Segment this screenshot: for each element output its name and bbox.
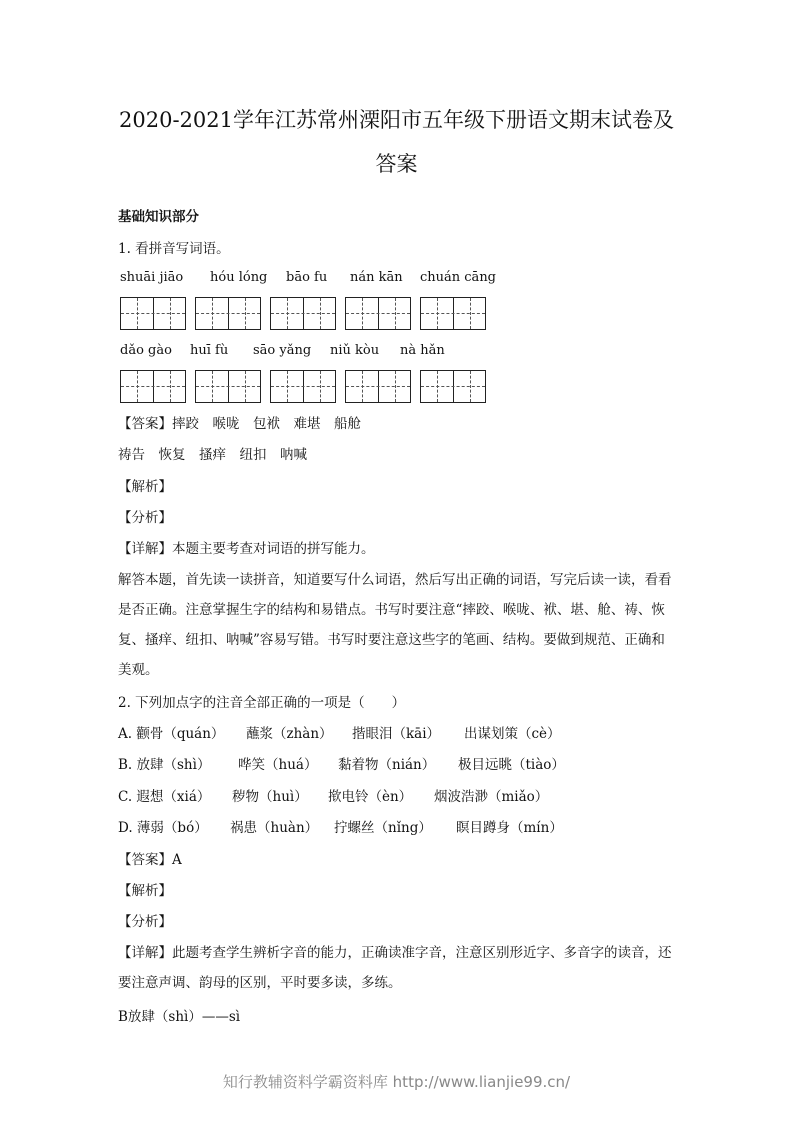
pinyin: huī fù [190,343,229,358]
footer-watermark: 知行教辅资料学霸资料库 http://www.lianjie99.cn/ [222,1073,571,1091]
pinyin: shuāi jiāo [120,270,184,285]
title-line-1: 2020-2021学年江苏常州溧阳市五年级下册语文期末试卷及 [119,108,674,132]
pinyin: sāo yǎng [253,343,312,358]
q1-breakdown-label: 【分析】 [118,510,172,526]
writing-grid[interactable] [270,297,336,330]
writing-grid[interactable] [270,370,336,403]
pinyin: nà hǎn [400,343,445,358]
pinyin: nán kān [350,270,403,285]
q2-option-d[interactable]: D. 薄弱（bó） 祸患（huàn） 拧螺丝（nǐng） 瞑目蹲身（mín） [118,820,563,836]
title-line-2: 答案 [375,152,418,176]
writing-grid[interactable] [345,297,411,330]
pinyin: niǔ kòu [330,343,380,358]
q2-stem: 2. 下列加点字的注音全部正确的一项是（ ） [118,695,406,711]
q2-breakdown-label: 【分析】 [118,914,172,930]
q2-detail: 【详解】此题考查学生辨析字音的能力，正确读准字音，注意区别形近字、多音字的读音，还要注意声调、韵母的区别，平时要多读，多练。 [118,945,672,991]
pinyin: bāo fu [286,270,328,285]
pinyin: dǎo gào [120,343,172,358]
writing-grid[interactable] [195,297,261,330]
q1-answer-line-1: 【答案】摔跤 喉咙 包袱 难堪 船舱 [118,416,361,432]
q1-answer-line-2: 祷告 恢复 搔痒 纽扣 呐喊 [118,447,307,463]
writing-grid[interactable] [195,370,261,403]
writing-grid[interactable] [345,370,411,403]
section-heading: 基础知识部分 [118,209,199,225]
q2-analysis-label: 【解析】 [118,883,172,899]
q2-answer: 【答案】A [118,852,182,868]
writing-grid[interactable] [120,370,186,403]
q2-option-b[interactable]: B. 放肆（shì） 哗笑（huá） 黏着物（nián） 极目远眺（tiào） [118,757,565,773]
writing-grid[interactable] [120,297,186,330]
q1-analysis-label: 【解析】 [118,479,172,495]
q2-option-a[interactable]: A. 颧骨（quán） 蘸浆（zhàn） 揩眼泪（kāi） 出谋划策（cè） [118,726,561,742]
q1-stem: 1. 看拼音写词语。 [118,241,230,257]
q2-last-line: B放肆（shì）——sì [118,1009,241,1025]
writing-grid[interactable] [420,297,486,330]
writing-grid[interactable] [420,370,486,403]
pinyin: chuán cāng [420,270,497,285]
pinyin: hóu lóng [210,270,268,285]
q1-detail: 【详解】本题主要考查对词语的拼写能力。 [118,541,375,557]
page-title [100,98,693,186]
q2-option-c[interactable]: C. 遐想（xiá） 秽物（huì） 揿电铃（èn） 烟波浩渺（miǎo） [118,789,549,805]
q1-explanation: 解答本题，首先读一读拼音，知道要写什么词语，然后写出正确的词语，写完后读一读，看看是否正确。注意掌握生字的结构和易错点。书写时要注意“摔跤、喉咙、袱、堪、舱、祷、恢复、搔痒、纽扣、呐喊”容易写错。书写时要注意这些字的笔画、结构。要做到规范、正确和美观。 [118,572,672,678]
